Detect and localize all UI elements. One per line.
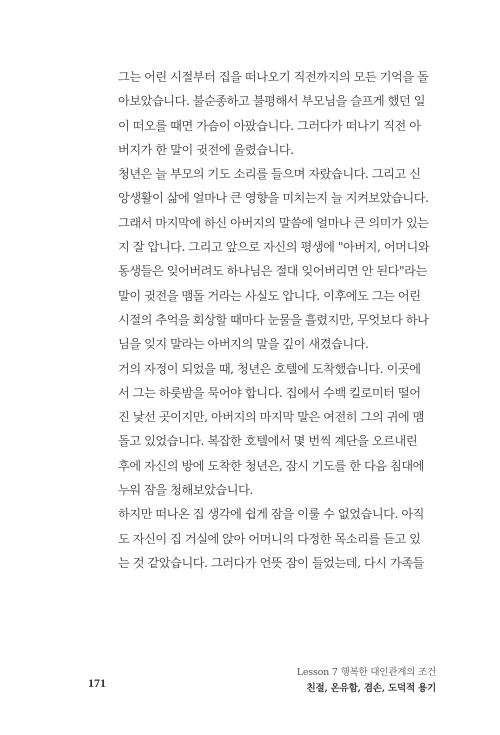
body-line: 말이 귓전을 맴돌 거라는 사실도 압니다. 이후에도 그는 어린 <box>118 288 421 303</box>
body-line: 서 그는 하룻밤을 묵어야 합니다. 집에서 수백 킬로미터 떨어 <box>118 385 421 400</box>
body-line: 동생들은 잊어버려도 하나님은 절대 잊어버리면 안 된다"라는 <box>118 264 427 279</box>
running-header-subtitle: 친절, 온유함, 겸손, 도덕적 용기 <box>306 683 436 694</box>
body-text <box>118 65 430 575</box>
body-line: 하지만 떠나온 집 생각에 쉽게 잠을 이룰 수 없었습니다. 아직 <box>118 507 424 522</box>
body-line: 는 것 같았습니다. 그러다가 언뜻 잠이 들었는데, 다시 가족들 <box>118 555 424 570</box>
body-line: 거의 자정이 되었을 때, 청년은 호텔에 도착했습니다. 이곳에 <box>118 361 421 376</box>
body-line: 후에 자신의 방에 도착한 청년은, 잠시 기도를 한 다음 침대에 <box>118 458 424 473</box>
running-header <box>297 665 436 697</box>
body-line: 버지가 한 말이 귓전에 울렸습니다. <box>118 142 294 157</box>
body-line: 지 잘 압니다. 그리고 앞으로 자신의 평생에 "아버지, 어머니와 <box>118 240 430 255</box>
body-line: 그래서 마지막에 하신 아버지의 말씀에 얼마나 큰 의미가 있는 <box>118 215 429 230</box>
page-number: 171 <box>88 676 106 690</box>
body-line: 청년은 늘 부모의 기도 소리를 들으며 자랐습니다. 그리고 신 <box>118 167 421 182</box>
body-line: 누워 잠을 청해보았습니다. <box>118 483 253 498</box>
body-line: 진 낯선 곳이지만, 아버지의 마지막 말은 여전히 그의 귀에 맴 <box>118 410 424 425</box>
body-line: 앙생활이 삶에 얼마나 큰 영향을 미치는지 늘 지켜보았습니다. <box>118 191 429 206</box>
body-line: 님을 잊지 말라는 아버지의 말을 깊이 새겼습니다. <box>118 337 369 352</box>
running-header-title: Lesson 7 행복한 대인관계의 조건 <box>296 667 436 678</box>
body-line: 시절의 추억을 회상할 때마다 눈물을 흘렸지만, 무엇보다 하나 <box>118 312 429 327</box>
body-line: 그는 어린 시절부터 집을 떠나오기 직전까지의 모든 기억을 돌 <box>118 70 429 84</box>
body-line: 돌고 있었습니다. 복잡한 호텔에서 몇 번씩 계단을 오르내린 <box>118 434 418 449</box>
body-line: 도 자신이 집 거실에 앉아 어머니의 다정한 목소리를 듣고 있 <box>118 531 421 546</box>
body-line: 이 떠오를 때면 가슴이 아팠습니다. 그러다가 떠나기 직전 아 <box>118 118 421 133</box>
body-line: 아보았습니다. 불순종하고 불평해서 부모님을 슬프게 했던 일 <box>118 94 426 109</box>
